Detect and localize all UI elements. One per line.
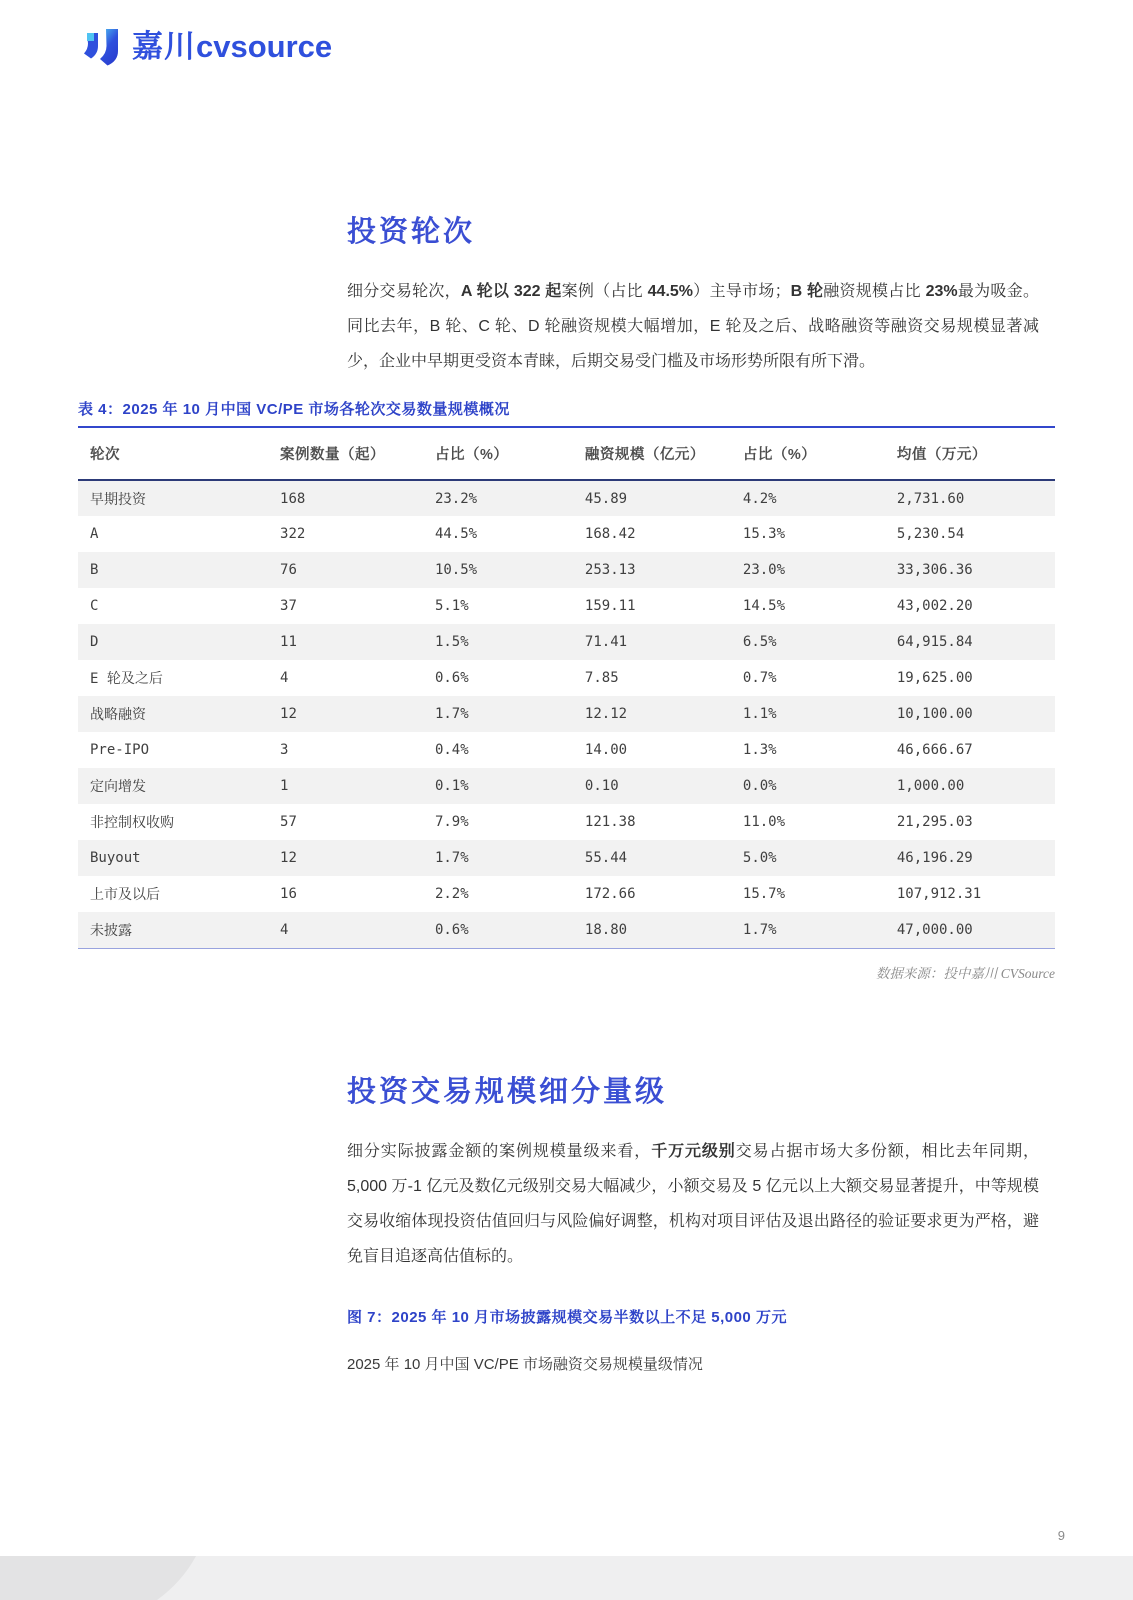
table-body bbox=[78, 480, 1055, 948]
value-cell: 322 bbox=[280, 526, 306, 542]
table-row bbox=[78, 588, 1055, 624]
footer-band bbox=[0, 1556, 1133, 1600]
table-row bbox=[78, 552, 1055, 588]
table-row bbox=[78, 624, 1055, 660]
value-cell: 7.9% bbox=[434, 814, 469, 830]
value-cell: 2.2% bbox=[434, 886, 469, 902]
value-cell: 11 bbox=[280, 634, 297, 650]
text-run: 44.5% bbox=[647, 283, 694, 300]
value-cell: 71.41 bbox=[584, 634, 628, 650]
value-cell: 107,912.31 bbox=[896, 886, 982, 902]
value-cell: 57 bbox=[280, 814, 297, 830]
value-cell: 45.89 bbox=[584, 490, 628, 507]
value-cell: 10,100.00 bbox=[896, 706, 973, 722]
value-cell: 15.7% bbox=[742, 886, 786, 902]
table-row bbox=[78, 660, 1055, 696]
value-cell: 1.7% bbox=[434, 706, 469, 722]
value-cell: 1.3% bbox=[742, 742, 777, 758]
value-cell: 4 bbox=[280, 670, 289, 686]
value-cell: 159.11 bbox=[584, 598, 636, 614]
value-cell: 11.0% bbox=[742, 814, 786, 830]
round-name-cell: D bbox=[90, 634, 99, 650]
value-cell: 0.1% bbox=[434, 778, 469, 794]
round-name-cell: Buyout bbox=[90, 850, 141, 866]
table-row bbox=[78, 516, 1055, 552]
value-cell: 6.5% bbox=[742, 634, 777, 650]
column-header: 均值（万元） bbox=[885, 428, 1055, 480]
value-cell: 1,000.00 bbox=[896, 778, 965, 794]
table-row bbox=[78, 768, 1055, 804]
value-cell: 46,666.67 bbox=[896, 742, 973, 758]
round-name-cell: 非控制权收购 bbox=[90, 815, 174, 831]
table-row bbox=[78, 840, 1055, 876]
table-row bbox=[78, 912, 1055, 948]
data-source-note: 数据来源：投中嘉川 CVSource bbox=[875, 965, 1055, 981]
value-cell: 19,625.00 bbox=[896, 670, 973, 686]
value-cell: 168 bbox=[280, 490, 306, 507]
text-run: 细分实际披露金额的案例规模量级来看， bbox=[347, 1143, 652, 1160]
text-run: 最为吸金。同比去年，B 轮、C 轮、D 轮融资规模大幅增加，E 轮及之后、战略融资等融资交易规模显著减少，企业中早期更受资本青睐，后期交易受门槛及市场形势所限有所下滑。 bbox=[347, 283, 1039, 370]
value-cell: 4.2% bbox=[742, 490, 777, 507]
round-name-cell: 战略融资 bbox=[90, 707, 146, 723]
value-cell: 253.13 bbox=[584, 562, 636, 578]
table-row bbox=[78, 804, 1055, 840]
value-cell: 2,731.60 bbox=[896, 490, 965, 507]
value-cell: 1.7% bbox=[731, 912, 885, 948]
column-header: 轮次 bbox=[78, 428, 268, 480]
column-header: 占比（%） bbox=[731, 428, 885, 480]
section-paragraph bbox=[347, 1134, 1039, 1274]
section-investment-rounds bbox=[347, 212, 1039, 379]
value-cell: 37 bbox=[280, 598, 297, 614]
brand-name-en: cvsource bbox=[196, 29, 333, 64]
round-name-cell: 未披露 bbox=[78, 912, 268, 948]
section-deal-size-tiers bbox=[347, 1072, 1039, 1374]
text-run: 细分交易轮次， bbox=[347, 283, 461, 300]
value-cell: 0.7% bbox=[742, 670, 777, 686]
column-header: 融资规模（亿元） bbox=[573, 428, 731, 480]
column-header: 案例数量（起） bbox=[268, 428, 423, 480]
value-cell: 5.1% bbox=[434, 598, 469, 614]
text-run: ）主导市场； bbox=[693, 283, 791, 300]
value-cell: 1.5% bbox=[434, 634, 469, 650]
value-cell: 12.12 bbox=[584, 706, 628, 722]
section-paragraph bbox=[347, 274, 1039, 379]
value-cell: 1 bbox=[280, 778, 289, 794]
value-cell: 0.6% bbox=[434, 670, 469, 686]
round-name-cell: E 轮及之后 bbox=[90, 671, 163, 687]
value-cell: 43,002.20 bbox=[896, 598, 973, 614]
section-heading: 投资轮次 bbox=[347, 216, 476, 248]
table-row bbox=[78, 732, 1055, 768]
brand-logo bbox=[82, 26, 332, 68]
value-cell: 12 bbox=[280, 706, 297, 722]
round-name-cell: 定向增发 bbox=[90, 779, 146, 795]
value-cell: 76 bbox=[280, 562, 297, 578]
value-cell: 16 bbox=[280, 886, 297, 902]
value-cell: 1.7% bbox=[434, 850, 469, 866]
value-cell: 10.5% bbox=[434, 562, 478, 578]
footer-decorative-shape bbox=[0, 1556, 210, 1600]
round-name-cell: B bbox=[90, 562, 99, 578]
value-cell: 0.0% bbox=[742, 778, 777, 794]
text-run: 23% bbox=[925, 283, 958, 300]
value-cell: 5,230.54 bbox=[896, 526, 965, 542]
text-run: 交易占据市场大多份额，相比去年同期，5,000 万-1 亿元及数亿元级别交易大幅减少，小额交易及 5 亿元以上大额交易显著提升，中等规模交易收缩体现投资估值回归与风险偏好调整，机构对项目评估及退出路径的验证要求更为严格，避免盲目追逐高估值标的。 bbox=[347, 1143, 1039, 1265]
value-cell: 0.10 bbox=[584, 778, 619, 794]
value-cell: 47,000.00 bbox=[885, 912, 1055, 948]
figure-caption: 图 7：2025 年 10 月市场披露规模交易半数以上不足 5,000 万元 bbox=[347, 1309, 787, 1326]
text-run: 千万元级别 bbox=[651, 1143, 736, 1160]
table-row bbox=[78, 876, 1055, 912]
value-cell: 23.0% bbox=[742, 562, 786, 578]
text-run: B 轮 bbox=[790, 283, 824, 300]
value-cell: 0.6% bbox=[423, 912, 573, 948]
value-cell: 1.1% bbox=[742, 706, 777, 722]
text-run: A 轮以 322 起 bbox=[460, 283, 562, 300]
value-cell: 21,295.03 bbox=[896, 814, 973, 830]
figure-subtitle: 2025 年 10 月中国 VC/PE 市场融资交易规模量级情况 bbox=[347, 1356, 703, 1373]
table-title: 表 4：2025 年 10 月中国 VC/PE 市场各轮次交易数量规模概况 bbox=[78, 398, 1055, 428]
value-cell: 168.42 bbox=[584, 526, 636, 542]
brand-name bbox=[132, 26, 332, 68]
value-cell: 44.5% bbox=[434, 526, 478, 542]
table-row bbox=[78, 696, 1055, 732]
value-cell: 3 bbox=[280, 742, 289, 758]
round-name-cell: 上市及以后 bbox=[90, 887, 160, 903]
section-heading: 投资交易规模细分量级 bbox=[347, 1076, 668, 1108]
value-cell: 0.4% bbox=[434, 742, 469, 758]
value-cell: 14.5% bbox=[742, 598, 786, 614]
value-cell: 55.44 bbox=[584, 850, 628, 866]
value-cell: 23.2% bbox=[434, 490, 478, 507]
brand-name-cn: 嘉川 bbox=[132, 29, 196, 64]
value-cell: 33,306.36 bbox=[896, 562, 973, 578]
text-run: 融资规模占比 bbox=[823, 283, 926, 300]
page-number: 9 bbox=[1057, 1528, 1065, 1543]
value-cell: 15.3% bbox=[742, 526, 786, 542]
round-name-cell: C bbox=[90, 598, 99, 614]
value-cell: 12 bbox=[280, 850, 297, 866]
value-cell: 7.85 bbox=[584, 670, 619, 686]
cvsource-logo-icon bbox=[82, 26, 126, 68]
value-cell: 14.00 bbox=[584, 742, 628, 758]
value-cell: 64,915.84 bbox=[896, 634, 973, 650]
value-cell: 18.80 bbox=[573, 912, 731, 948]
table-section bbox=[78, 398, 1055, 982]
table-row bbox=[78, 480, 1055, 516]
table-header-row bbox=[78, 428, 1055, 480]
value-cell: 5.0% bbox=[742, 850, 777, 866]
rounds-table bbox=[78, 428, 1055, 949]
round-name-cell: Pre-IPO bbox=[90, 742, 150, 758]
round-name-cell: 早期投资 bbox=[90, 491, 146, 508]
value-cell: 121.38 bbox=[584, 814, 636, 830]
value-cell: 46,196.29 bbox=[896, 850, 973, 866]
value-cell: 4 bbox=[268, 912, 423, 948]
value-cell: 172.66 bbox=[584, 886, 636, 902]
round-name-cell: A bbox=[90, 526, 99, 542]
column-header: 占比（%） bbox=[423, 428, 573, 480]
text-run: 案例（占比 bbox=[561, 283, 648, 300]
